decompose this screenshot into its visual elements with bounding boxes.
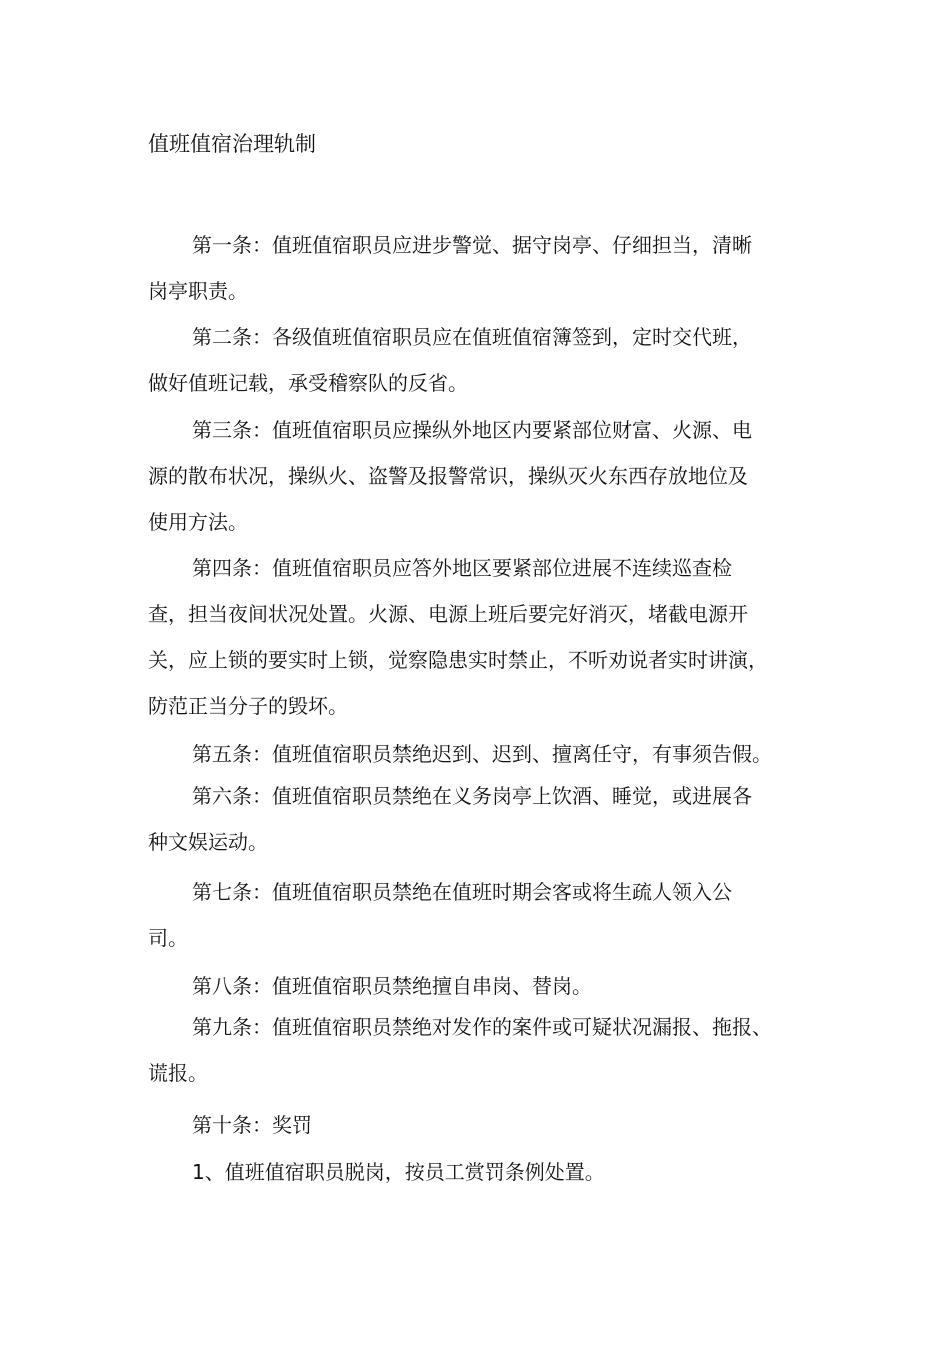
paragraph-line: 第八条：值班值宿职员禁绝擅自串岗、替岗。: [192, 974, 592, 998]
paragraph-line: 第六条：值班值宿职员禁绝在义务岗亭上饮酒、睡觉，或进展各: [192, 784, 752, 808]
article-5: [148, 731, 793, 777]
article-4: [148, 545, 793, 729]
article-7: [148, 869, 793, 961]
paragraph-line: 做好值班记载，承受稽察队的反省。: [148, 371, 468, 395]
paragraph-line: 防范正当分子的毁坏。: [148, 694, 348, 718]
article-6: [148, 773, 793, 865]
paragraph-line: 源的散布状况，操纵火、盗警及报警常识，操纵灭火东西存放地位及: [148, 464, 748, 488]
article-10: [148, 1102, 793, 1148]
paragraph-line: 第十条：奖罚: [192, 1113, 312, 1137]
paragraph-line: 第五条：值班值宿职员禁绝迟到、迟到、擅离任守，有事须告假。: [192, 742, 772, 766]
paragraph-line: 使用方法。: [148, 510, 248, 534]
paragraph-line: 司。: [148, 926, 188, 950]
paragraph-line: 第一条：值班值宿职员应进步警觉、据守岗亭、仔细担当，清晰: [192, 233, 752, 257]
paragraph-line: 岗亭职责。: [148, 279, 248, 303]
paragraph-line: 第三条：值班值宿职员应操纵外地区内要紧部位财富、火源、电: [192, 418, 752, 442]
document-title: 值班值宿治理轨制: [148, 132, 316, 156]
article-2: [148, 314, 793, 406]
article-9: [148, 1004, 793, 1096]
penalty-item-1: [148, 1149, 793, 1195]
article-3: [148, 407, 793, 545]
paragraph-line: 第四条：值班值宿职员应答外地区要紧部位进展不连续巡查检: [192, 556, 732, 580]
paragraph-line: 关，应上锁的要实时上锁，觉察隐患实时禁止，不听劝说者实时讲演，: [148, 648, 768, 672]
paragraph-line: 1、值班值宿职员脱岗，按员工赏罚条例处置。: [192, 1160, 605, 1184]
article-8: [148, 963, 793, 1009]
paragraph-line: 种文娱运动。: [148, 830, 268, 854]
paragraph-line: 第七条：值班值宿职员禁绝在值班时期会客或将生疏人领入公: [192, 880, 732, 904]
paragraph-line: 谎报。: [148, 1061, 208, 1085]
paragraph-line: 查，担当夜间状况处置。火源、电源上班后要完好消灭，堵截电源开: [148, 602, 748, 626]
paragraph-line: 第九条：值班值宿职员禁绝对发作的案件或可疑状况漏报、拖报、: [192, 1015, 772, 1039]
article-1: [148, 222, 793, 314]
paragraph-line: 第二条：各级值班值宿职员应在值班值宿簿签到，定时交代班，: [192, 325, 752, 349]
